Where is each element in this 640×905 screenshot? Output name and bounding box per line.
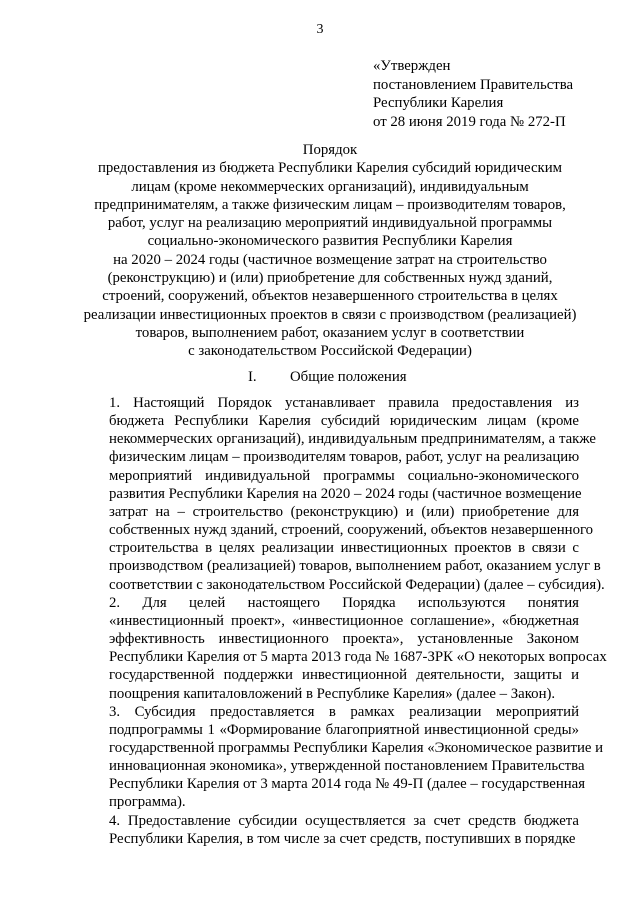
title-line: Порядок	[302, 142, 358, 158]
approval-line: «Утвержден	[373, 58, 451, 74]
title-line: предоставления из бюджета Республики Карелия субсидий юридическим	[97, 160, 563, 177]
title-line: с законодательством Российской Федерации)	[188, 343, 472, 360]
text-line: поощрения капиталовложений в Республике Карелия» (далее – Закон).	[109, 685, 556, 702]
approval-stamp	[373, 57, 573, 131]
text-line: государственной поддержки инвестиционной деятельности, защиты и	[109, 667, 579, 684]
text-line: 1. Настоящий Порядок устанавливает правила предоставления из	[109, 395, 579, 411]
paragraph-3	[72, 703, 604, 812]
title-line: работ, услуг на реализацию мероприятий индивидуальной программы	[107, 215, 553, 232]
section-heading	[248, 368, 407, 386]
text-line: 2. Для целей настоящего Порядка используются понятия	[109, 594, 579, 611]
approval-line: от 28 июня 2019 года № 272-П	[373, 113, 566, 130]
section-number: I.	[248, 369, 257, 385]
text-line: Республики Карелия, в том числе за счет средств, поступивших в порядке	[109, 830, 576, 847]
text-line: эффективность инвестиционного проекта», установленные Законом	[109, 631, 579, 648]
title-line: (реконструкцию) и (или) приобретение для собственных нужд зданий,	[107, 270, 553, 287]
text-line: подпрограммы 1 «Формирование благоприятной инвестиционной среды»	[109, 721, 579, 738]
paragraph-4	[72, 812, 579, 848]
text-line: государственной программы Республики Карелия «Экономическое развитие и	[109, 739, 604, 756]
title-line: лицам (кроме некоммерческих организаций), индивидуальным	[131, 178, 529, 195]
text-line: соответствии с законодательством Российской Федерации) (далее – субсидия).	[109, 576, 605, 593]
text-line: инновационная экономика», утвержденной постановлением Правительства	[109, 758, 585, 775]
title-line: реализации инвестиционных проектов в связи с производством (реализацией)	[83, 306, 577, 323]
title-line: социально-экономического развития Республики Карелия	[147, 233, 513, 250]
text-line: физическим лицам – производителям товаров, работ, услуг на реализацию	[109, 449, 580, 466]
text-line: Республики Карелия от 3 марта 2014 года № 49-П (далее – государственная	[109, 776, 586, 793]
text-line: бюджета Республики Карелия субсидий юридическим лицам (кроме	[109, 413, 579, 430]
text-line: некоммерческих организаций), индивидуальным предпринимателям, а также	[109, 431, 596, 448]
text-line: 3. Субсидия предоставляется в рамках реализации мероприятий	[109, 703, 579, 720]
document-title	[60, 141, 600, 361]
text-line: затрат на – строительство (реконструкцию) и (или) приобретение для	[109, 503, 579, 520]
text-line: развития Республики Карелия на 2020 – 2024 годы (частичное возмещение	[109, 485, 582, 502]
title-line: предпринимателям, а также физическим лицам – производителям товаров,	[94, 196, 566, 213]
text-line: Республики Карелия от 5 марта 2013 года № 1687-ЗРК «О некоторых вопросах	[109, 649, 607, 666]
text-line: собственных нужд зданий, строений, сооружений, объектов незавершенного	[109, 522, 594, 539]
paragraph-1	[72, 394, 605, 594]
text-line: мероприятий индивидуальной программы социально-экономического	[109, 467, 579, 484]
approval-line: постановлением Правительства	[373, 76, 574, 93]
text-line: программа).	[109, 794, 186, 811]
title-line: товаров, выполнением работ, оказанием услуг в соответствии	[135, 324, 525, 341]
paragraph-2	[72, 594, 607, 703]
text-line: производством (реализацией) товаров, выполнением работ, оказанием услуг в	[109, 558, 601, 575]
body-text	[72, 394, 607, 848]
section-title: Общие положения	[290, 369, 407, 385]
text-line: строительства в целях реализации инвестиционных проектов в связи с	[109, 540, 579, 557]
text-line: 4. Предоставление субсидии осуществляется за счет средств бюджета	[109, 812, 579, 829]
approval-line: Республики Карелия	[373, 95, 504, 111]
title-line: на 2020 – 2024 годы (частичное возмещение затрат на строительство	[113, 251, 547, 268]
text-line: «инвестиционный проект», «инвестиционное соглашение», «бюджетная	[109, 612, 579, 629]
page-number: 3	[316, 22, 324, 37]
title-line: строений, сооружений, объектов незавершенного строительства в целях	[102, 288, 558, 305]
